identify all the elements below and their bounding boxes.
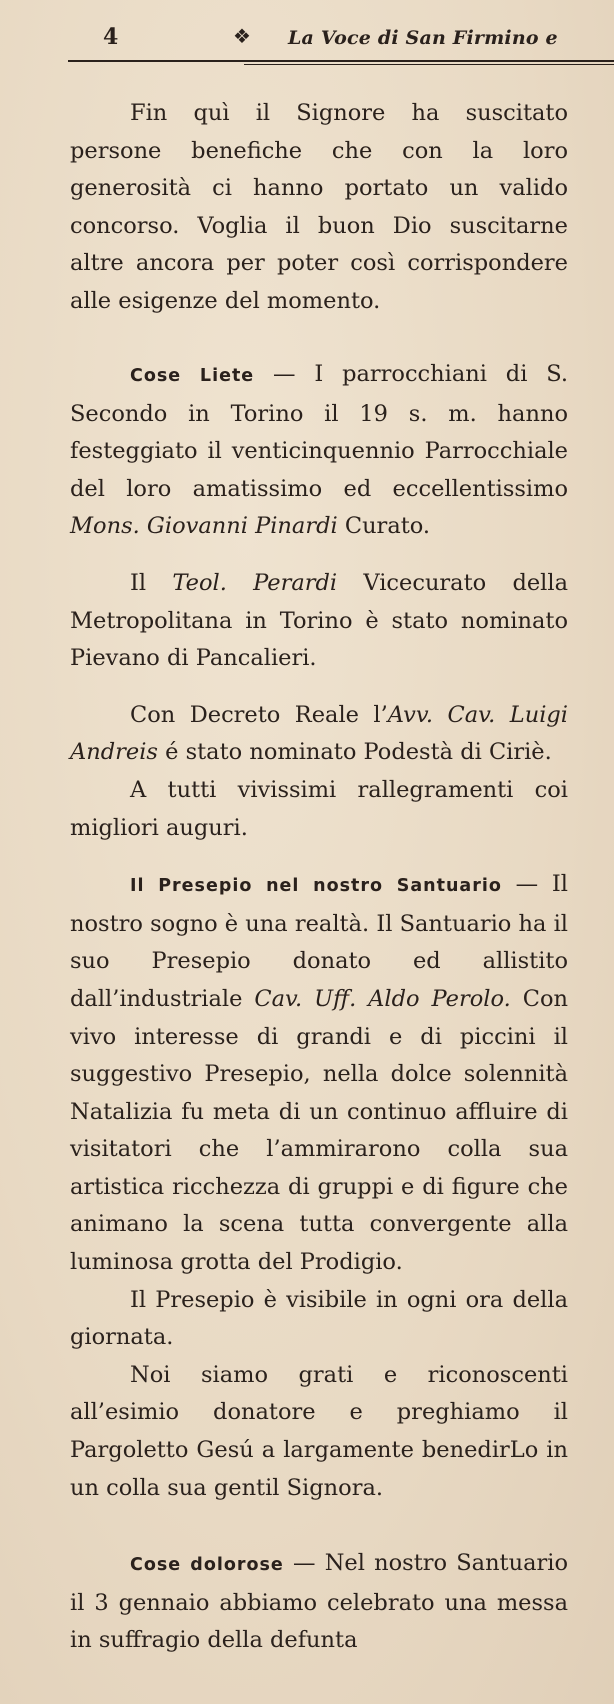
andreis-text: é stato nominato Podestà di Ciriè.: [157, 739, 552, 766]
article-column: [70, 356, 568, 1660]
paragraph-presepio: [70, 866, 568, 1282]
paragraph-auguri: A tutti vivissimi rallegramenti coi migliori auguri.: [70, 776, 568, 841]
cose-liete-text-end: Curato.: [337, 513, 431, 540]
masthead-title: La Voce di San Firmino e: [288, 27, 558, 49]
header-rule: [68, 60, 614, 62]
section-heading-presepio: Il Presepio nel nostro Santuario: [130, 876, 502, 897]
paragraph-grati: Noi siamo grati e riconoscenti all’esimio donatore e preghiamo il Pargoletto Gesú a largamente benedirLo in un colla sua gentil Signora.: [70, 1361, 568, 1501]
presepio-text-end: Con vivo interesse di grandi e di piccini il suggestivo Presepio, nella dolce solennità Natalizia fu meta di un continuo affluire di visitatori che l’ammirarono colla sua artistica ricchezza di gruppi e di figure che animano la scena tutta convergente alla luminosa grotta del Prodigio.: [70, 985, 568, 1276]
header-rule-thin: [244, 64, 614, 65]
ornament-icon: ❖: [233, 24, 251, 48]
section-heading-cose-dolorose: Cose dolorose: [130, 1555, 284, 1576]
perardi-prefix: Il: [130, 569, 173, 596]
paragraph-visibile: Il Presepio è visibile in ogni ora della giornata.: [70, 1286, 568, 1351]
andreis-prefix: Con Decreto Reale l’: [130, 701, 388, 728]
person-name: Avv. Cav. Luigi Andreis: [70, 701, 568, 766]
section-heading-cose-liete: Cose Liete: [130, 366, 255, 386]
person-name: Mons. Giovanni Pinardi: [70, 513, 338, 540]
dolorose-text: — Nel nostro Santuario il 3 gennaio abbiamo celebrato una messa in suffragio della defunta: [70, 1550, 568, 1654]
cose-liete-text: — I parrocchiani di S. Secondo in Torino il 19 s. m. hanno festeggiato il venticinquennio Parrocchiale del loro amatissimo ed eccellentissimo: [70, 361, 568, 502]
person-name: Teol. Perardi: [172, 569, 338, 596]
paragraph-cose-liete: [70, 356, 568, 546]
perardi-text: Vicecurato della Metropolitana in Torino è stato nominato Pievano di Pancalieri.: [70, 569, 568, 672]
paragraph-dolorose: [70, 1545, 568, 1660]
person-name: Cav. Uff. Aldo Perolo.: [254, 985, 511, 1012]
paragraph-andreis: [70, 697, 568, 772]
presepio-text: — Il nostro sogno è una realtà. Il Santuario ha il suo Presepio donato ed allistito dall’industriale: [70, 871, 569, 1012]
paragraph-benefactors: Fin quì il Signore ha suscitato persone benefiche che con la loro generosità ci hanno portato un valido concorso. Voglia il buon Dio suscitarne altre ancora per poter così corrispondere alle esigenze del momento.: [70, 100, 568, 314]
page-number: 4: [103, 24, 119, 50]
paragraph-perardi: [70, 565, 568, 678]
page-header: [68, 20, 614, 64]
article-column-top: [70, 95, 568, 321]
